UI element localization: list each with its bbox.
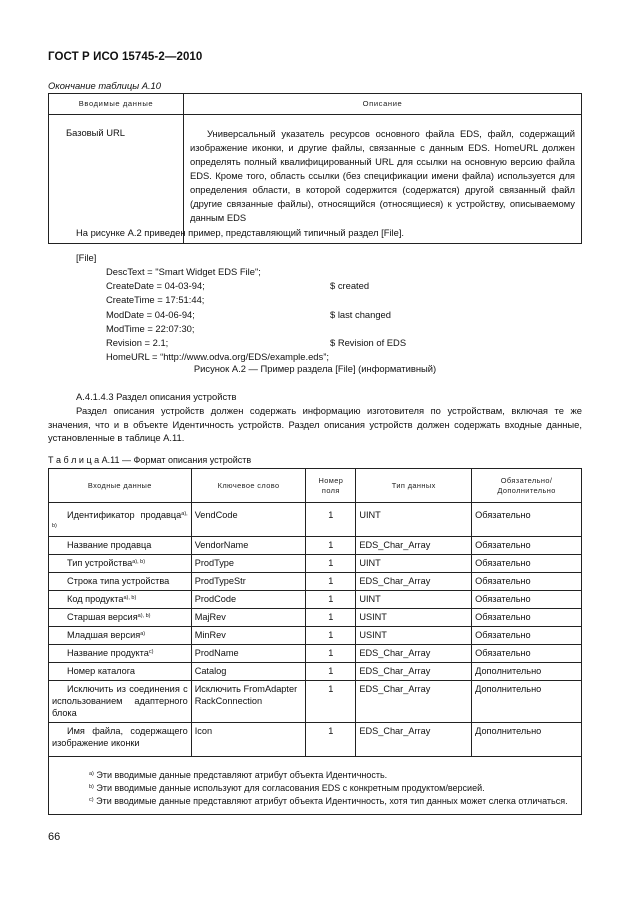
table-cell-description: Универсальный указатель ресурсов основного файла EDS, файл, содержащий изображение иконки, и другие файлы, связанные с данным EDS. HomeURL должен определять полный квалифицированный URL для ссылки на основную версию файла EDS. Кроме того, область ссылки (без спецификации имени файла) используется для определения области, в которой содержится (содержатся) другой связанный файл (другие связанные файлы), относящийся (относящиеся) к устройству, описываемому данным EDS <box>184 121 582 244</box>
table-row: Строка типа устройства ProdTypeStr 1 EDS_Char_Array Обязательно <box>49 573 582 591</box>
table-row: Младшая версия$^{a)}$ MinRev 1 USINT Обязательно <box>49 627 582 645</box>
column-header: Описание <box>184 94 582 115</box>
table-a10-caption: Окончание таблицы A.10 <box>48 80 161 91</box>
table-header-row <box>49 94 582 115</box>
section-paragraph: Раздел описания устройств должен содержать информацию изготовителя по устройствам, включая те же значения, что и в объекте Идентичность устройств. Раздел описания устройств должен содержать входные данные, установленные в таблице A.11. <box>48 405 582 443</box>
document-header: ГОСТ Р ИСО 15745-2—2010 <box>48 51 203 63</box>
table-row: Идентификатор продавца$^{a), b)}$ VendCode 1 UINT Обязательно <box>49 503 582 537</box>
footnote: $^{b)}$ Эти вводимые данные используют для согласования EDS с конкретным продуктом/версией. <box>89 783 485 793</box>
column-header: Входные данные <box>49 469 192 503</box>
code-line: Revision = 2.1; $ Revision of EDS <box>106 336 407 348</box>
table-row: Тип устройства$^{a), b)}$ ProdType 1 UINT Обязательно <box>49 555 582 573</box>
table-a11 <box>48 468 582 815</box>
table-row: Номер каталога Catalog 1 EDS_Char_Array Дополнительно <box>49 663 582 681</box>
code-example <box>106 265 436 364</box>
table-row: Название продавца VendorName 1 EDS_Char_Array Обязательно <box>49 537 582 555</box>
footnote: $^{c)}$ Эти вводимые данные представляют атрибут объекта Идентичность, хотя тип данных может слегка отличаться. <box>89 796 568 806</box>
footnote: $^{a)}$ Эти вводимые данные представляют атрибут объекта Идентичность. <box>89 770 388 780</box>
column-header: Номер поля <box>306 469 356 503</box>
code-line: DescText = "Smart Widget EDS File"; <box>106 266 261 277</box>
table-row: Название продукта$^{c)}$ ProdName 1 EDS_Char_Array Обязательно <box>49 645 582 663</box>
table-cell-key: Базовый URL <box>49 121 184 244</box>
code-line: HomeURL = “http://www.odva.org/EDS/example.eds”; <box>106 351 329 363</box>
code-line: CreateDate = 04-03-94; $ created <box>106 280 370 292</box>
column-header: Вводимые данные <box>49 94 184 115</box>
table-footnotes <box>49 757 582 815</box>
table-row <box>49 121 582 244</box>
table-row: Старшая версия$^{a), b)}$ MajRev 1 USINT Обязательно <box>49 609 582 627</box>
code-section-label: [File] <box>76 252 97 263</box>
intro-paragraph: На рисунке A.2 приведен пример, представляющий типичный раздел [File]. <box>76 227 405 238</box>
column-header: Тип данных <box>356 469 472 503</box>
table-a10 <box>48 93 582 244</box>
table-row: Имя файла, содержащего изображение иконки Icon 1 EDS_Char_Array Дополнительно <box>49 723 582 757</box>
code-line: ModDate = 04-06-94; $ last changed <box>106 308 391 320</box>
table-header-row <box>49 469 582 503</box>
section-heading: A.4.1.4.3 Раздел описания устройств <box>76 391 237 402</box>
column-header: Обязательно/ Дополнительно <box>472 469 582 503</box>
table-a11-caption: Т а б л и ц а A.11 — Формат описания устройств <box>48 455 252 465</box>
figure-caption: Рисунок A.2 — Пример раздела [File] (информативный) <box>193 363 437 374</box>
table-row: Код продукта$^{a), b)}$ ProdCode 1 UINT Обязательно <box>49 591 582 609</box>
page-number: 66 <box>48 831 61 843</box>
column-header: Ключевое слово <box>191 469 306 503</box>
code-line: CreateTime = 17:51:44; <box>106 294 205 306</box>
code-line: ModTime = 22:07:30; <box>106 322 195 334</box>
table-row: Исключить из соединения с использованием адаптерного блока Исключить FromAdapterRackConnection 1 EDS_Char_Array Дополнительно <box>49 681 582 723</box>
